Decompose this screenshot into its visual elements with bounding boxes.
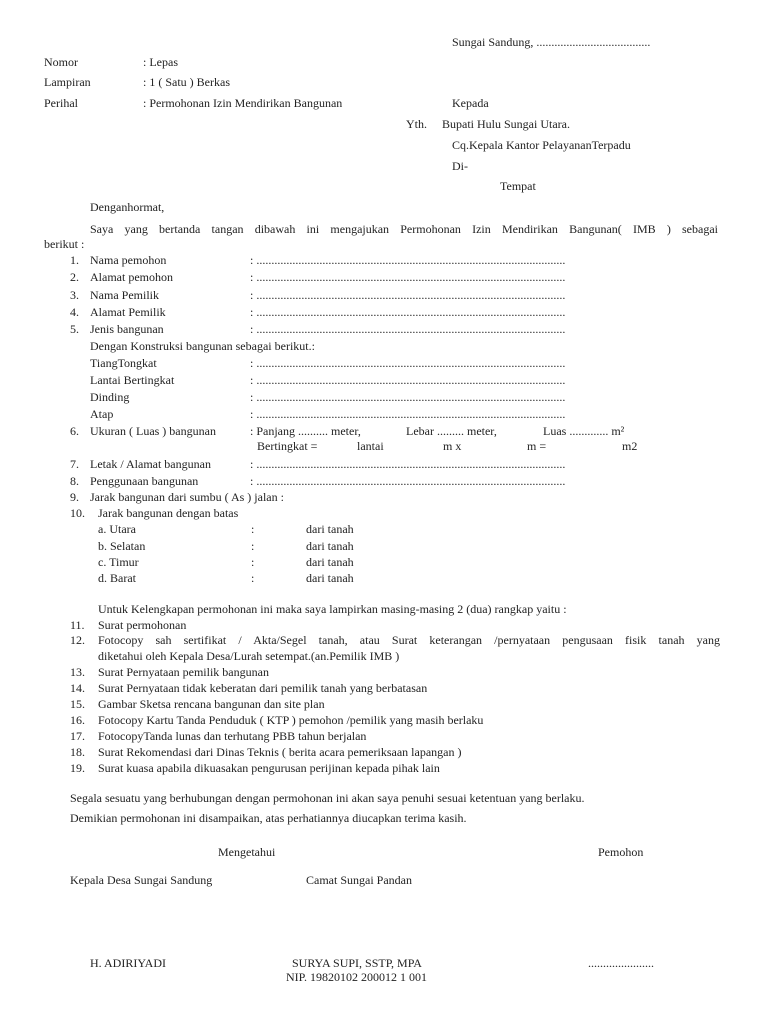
item-num: 6. — [70, 424, 79, 438]
attachment-text: Gambar Sketsa rencana bangunan dan site plan — [98, 697, 325, 711]
fill-line: : ....................................................................................................... — [250, 373, 566, 387]
yth-label: Yth. — [406, 117, 427, 131]
item-label: Alamat pemohon — [90, 270, 173, 284]
camat-title: Camat Sungai Pandan — [306, 873, 412, 887]
item-num: 10. — [70, 506, 85, 520]
item-num: 9. — [70, 490, 79, 504]
batas-value: dari tanah — [306, 522, 354, 536]
attachment-text: Surat Pernyataan pemilik bangunan — [98, 665, 269, 679]
batas-value: dari tanah — [306, 571, 354, 585]
attachment-num: 17. — [70, 729, 85, 743]
ukuran-meq: m = — [527, 439, 547, 453]
recipient-cq: Cq.Kepala Kantor PelayananTerpadu — [452, 138, 631, 152]
attachment-num: 12. — [70, 633, 85, 647]
fill-line: : ....................................................................................................... — [250, 253, 566, 267]
attachment-text-cont: diketahui oleh Kepala Desa/Lurah setempat.(an.Pemilik IMB ) — [98, 649, 400, 663]
attachment-num: 11. — [70, 618, 85, 632]
item-num: 3. — [70, 288, 79, 302]
perihal-label: Perihal — [44, 96, 78, 110]
fill-line: : ....................................................................................................... — [250, 457, 566, 471]
attachment-num: 19. — [70, 761, 85, 775]
batas-value: dari tanah — [306, 555, 354, 569]
ukuran-m2: m2 — [622, 439, 638, 453]
batas-colon: : — [251, 571, 255, 585]
batas-value: dari tanah — [306, 539, 354, 553]
attachment-text: Surat kuasa apabila dikuasakan pengurusan perijinan kepada pihak lain — [98, 761, 440, 775]
nomor-label: Nomor — [44, 55, 78, 69]
item-num: 2. — [70, 270, 79, 284]
nomor-value: : Lepas — [143, 55, 178, 69]
ukuran-panjang: : Panjang .......... meter, — [250, 424, 361, 438]
konstruksi-heading: Dengan Konstruksi bangunan sebagai berikut.: — [90, 339, 315, 353]
attachment-num: 13. — [70, 665, 85, 679]
greeting: Denganhormat, — [90, 200, 165, 214]
lampiran-value: : 1 ( Satu ) Berkas — [143, 75, 230, 89]
batas-label: d. Barat — [98, 571, 136, 585]
attachment-num: 16. — [70, 713, 85, 727]
kepada-label: Kepada — [452, 96, 489, 110]
intro-line2: berikut : — [44, 237, 85, 251]
attachment-num: 15. — [70, 697, 85, 711]
fill-line: : ....................................................................................................... — [250, 288, 566, 302]
konstruksi-item: Lantai Bertingkat — [90, 373, 175, 387]
recipient: Bupati Hulu Sungai Utara. — [442, 117, 570, 131]
lampiran-label: Lampiran — [44, 75, 91, 89]
batas-colon: : — [251, 539, 255, 553]
item-label: Letak / Alamat bangunan — [90, 457, 211, 471]
camat-name: SURYA SUPI, SSTP, MPA — [292, 956, 422, 970]
attachment-text: Surat permohonan — [98, 618, 187, 632]
item-num: 4. — [70, 305, 79, 319]
attachment-text: FotocopyTanda lunas dan terhutang PBB tahun berjalan — [98, 729, 367, 743]
pemohon-signature-line: ...................... — [588, 956, 654, 970]
lampiran-intro: Untuk Kelengkapan permohonan ini maka saya lampirkan masing-masing 2 (dua) rangkap yaitu : — [98, 602, 567, 616]
recipient-tempat: Tempat — [500, 179, 536, 193]
attachment-text: Fotocopy sah sertifikat / Akta/Segel tanah, atau Surat keterangan /pernyataan pengusaan fisik tanah yang — [98, 633, 720, 647]
item-num: 7. — [70, 457, 79, 471]
item-label: Penggunaan bangunan — [90, 474, 199, 488]
ukuran-mx: m x — [443, 439, 462, 453]
konstruksi-item: TiangTongkat — [90, 356, 157, 370]
item-label: Nama Pemilik — [90, 288, 159, 302]
item-label: Alamat Pemilik — [90, 305, 166, 319]
fill-line: : ....................................................................................................... — [250, 270, 566, 284]
item-label: Jarak bangunan dengan batas — [98, 506, 239, 520]
konstruksi-item: Dinding — [90, 390, 130, 404]
recipient-di: Di- — [452, 159, 468, 173]
batas-label: c. Timur — [98, 555, 139, 569]
item-label: Ukuran ( Luas ) bangunan — [90, 424, 216, 438]
closing-thanks: Demikian permohonan ini disampaikan, atas perhatiannya diucapkan terima kasih. — [70, 811, 467, 825]
closing-statement: Segala sesuatu yang berhubungan dengan permohonan ini akan saya penuhi sesuai ketentuan yang berlaku. — [70, 791, 585, 805]
place-date: Sungai Sandung, ...................................... — [452, 35, 651, 49]
kepala-desa-title: Kepala Desa Sungai Sandung — [70, 873, 213, 887]
attachment-text: Fotocopy Kartu Tanda Penduduk ( KTP ) pemohon /pemilik yang masih berlaku — [98, 713, 484, 727]
batas-colon: : — [251, 555, 255, 569]
camat-nip: NIP. 19820102 200012 1 001 — [286, 970, 428, 984]
konstruksi-item: Atap — [90, 407, 114, 421]
kepala-desa-name: H. ADIRIYADI — [90, 956, 166, 970]
batas-label: b. Selatan — [98, 539, 146, 553]
attachment-text: Surat Rekomendasi dari Dinas Teknis ( berita acara pemeriksaan lapangan ) — [98, 745, 462, 759]
mengetahui-label: Mengetahui — [218, 845, 276, 859]
ukuran-luas: Luas ............. m² — [543, 424, 625, 438]
attachment-num: 18. — [70, 745, 85, 759]
intro-line1: Saya yang bertanda tangan dibawah ini mengajukan Permohonan Izin Mendirikan Bangunan( IMB ) sebagai — [90, 222, 718, 236]
fill-line: : ....................................................................................................... — [250, 305, 566, 319]
item-label: Jenis bangunan — [90, 322, 164, 336]
item-label: Nama pemohon — [90, 253, 167, 267]
pemohon-label: Pemohon — [598, 845, 644, 859]
ukuran-lebar: Lebar ......... meter, — [406, 424, 497, 438]
ukuran-bertingkat: Bertingkat = — [257, 439, 318, 453]
ukuran-lantai: lantai — [357, 439, 384, 453]
fill-line: : ....................................................................................................... — [250, 356, 566, 370]
item-num: 1. — [70, 253, 79, 267]
attachment-text: Surat Pernyataan tidak keberatan dari pemilik tanah yang berbatasan — [98, 681, 428, 695]
perihal-value: : Permohonan Izin Mendirikan Bangunan — [143, 96, 343, 110]
fill-line: : ....................................................................................................... — [250, 390, 566, 404]
fill-line: : ....................................................................................................... — [250, 474, 566, 488]
batas-colon: : — [251, 522, 255, 536]
fill-line: : ....................................................................................................... — [250, 322, 566, 336]
fill-line: : ....................................................................................................... — [250, 407, 566, 421]
item-label: Jarak bangunan dari sumbu ( As ) jalan : — [90, 490, 284, 504]
attachment-num: 14. — [70, 681, 85, 695]
batas-label: a. Utara — [98, 522, 136, 536]
item-num: 5. — [70, 322, 79, 336]
item-num: 8. — [70, 474, 79, 488]
